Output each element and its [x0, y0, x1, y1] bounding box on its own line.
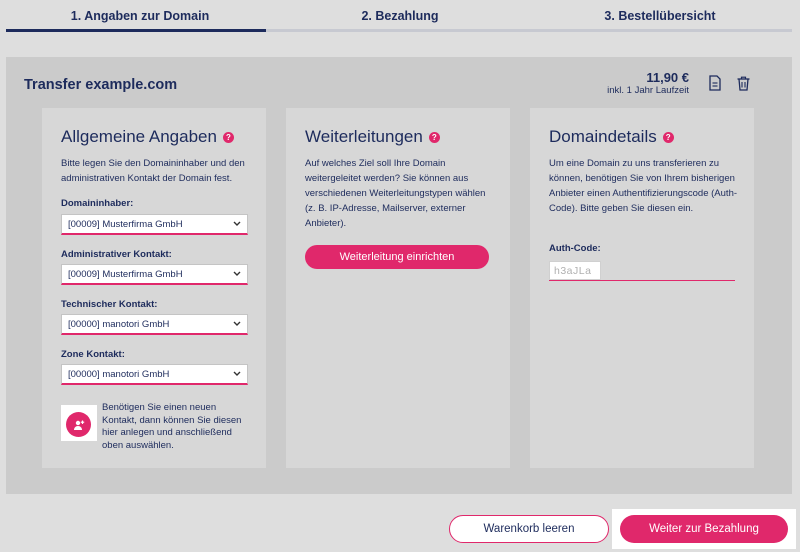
step-domain-details[interactable]: 1. Angaben zur Domain: [70, 9, 210, 23]
general-info-title: [61, 127, 234, 147]
forwarding-text: Auf welches Ziel soll Ihre Domain weitergeleitet werden? Sie können aus verschiedenen Weiterleitungstypen wählen (z. B. IP-Adresse, Mailserver, externer Anbieter).: [305, 158, 486, 229]
price-note: inkl. 1 Jahr Laufzeit: [607, 85, 689, 96]
zone-contact-select-value: [00000] manotori GmbH: [68, 369, 170, 380]
general-info-text: Bitte legen Sie den Domaininhaber und den administrativen Kontakt der Domain fest.: [61, 158, 245, 184]
tech-contact-label: Technischer Kontakt:: [61, 299, 158, 310]
admin-contact-label: Administrativer Kontakt:: [61, 249, 172, 260]
forwarding-card: [286, 108, 510, 468]
price: 11,90 €: [646, 70, 689, 85]
admin-contact-select-value: [00009] Musterfirma GmbH: [68, 269, 183, 280]
add-contact-icon: [66, 412, 91, 437]
help-icon[interactable]: ?: [223, 132, 234, 143]
progress-steps: [0, 0, 800, 34]
transfer-title: Transfer example.com: [24, 77, 178, 93]
general-info-card: [42, 108, 266, 468]
add-contact-hint: Benötigen Sie einen neuen Kontakt, dann können Sie diesen hier anlegen und anschließend oben auswählen.: [102, 402, 242, 451]
auth-code-input[interactable]: [549, 261, 735, 281]
step-order-overview[interactable]: 3. Bestellübersicht: [604, 9, 716, 23]
owner-select[interactable]: [61, 214, 248, 235]
clear-cart-button[interactable]: Warenkorb leeren: [449, 515, 609, 543]
chevron-down-icon: [233, 271, 241, 277]
setup-forwarding-button[interactable]: Weiterleitung einrichten: [305, 245, 489, 269]
forwarding-title-text: Weiterleitungen: [305, 127, 423, 146]
domain-details-text: Um eine Domain zu uns transferieren zu können, benötigen Sie von Ihrem bisherigen Anbieter einen Authentifizierungscode (Auth-Code). Bitte geben Sie diesen ein.: [549, 158, 738, 214]
help-icon[interactable]: ?: [429, 132, 440, 143]
add-contact-button[interactable]: [61, 405, 97, 441]
owner-select-value: [00009] Musterfirma GmbH: [68, 219, 183, 230]
forwarding-title: [305, 127, 440, 147]
chevron-down-icon: [233, 221, 241, 227]
owner-label: Domaininhaber:: [61, 198, 134, 209]
zone-contact-label: Zone Kontakt:: [61, 349, 125, 360]
next-button-wrapper: [612, 509, 796, 549]
steps-active-indicator: [6, 29, 266, 32]
domain-details-title-text: Domaindetails: [549, 127, 657, 146]
general-info-title-text: Allgemeine Angaben: [61, 127, 217, 146]
zone-contact-select[interactable]: [61, 364, 248, 385]
auth-code-value: h3aJLa: [549, 261, 601, 280]
transfer-panel: [6, 57, 792, 494]
continue-to-payment-button[interactable]: Weiter zur Bezahlung: [620, 515, 788, 543]
tech-contact-select-value: [00000] manotori GmbH: [68, 319, 170, 330]
chevron-down-icon: [233, 371, 241, 377]
domain-details-title: [549, 127, 674, 147]
domain-details-card: [530, 108, 754, 468]
tech-contact-select[interactable]: [61, 314, 248, 335]
step-payment[interactable]: 2. Bezahlung: [361, 9, 439, 23]
auth-code-label: Auth-Code:: [549, 243, 601, 254]
help-icon[interactable]: ?: [663, 132, 674, 143]
admin-contact-select[interactable]: [61, 264, 248, 285]
chevron-down-icon: [233, 321, 241, 327]
trash-icon[interactable]: [734, 73, 752, 93]
document-icon[interactable]: [706, 73, 724, 93]
